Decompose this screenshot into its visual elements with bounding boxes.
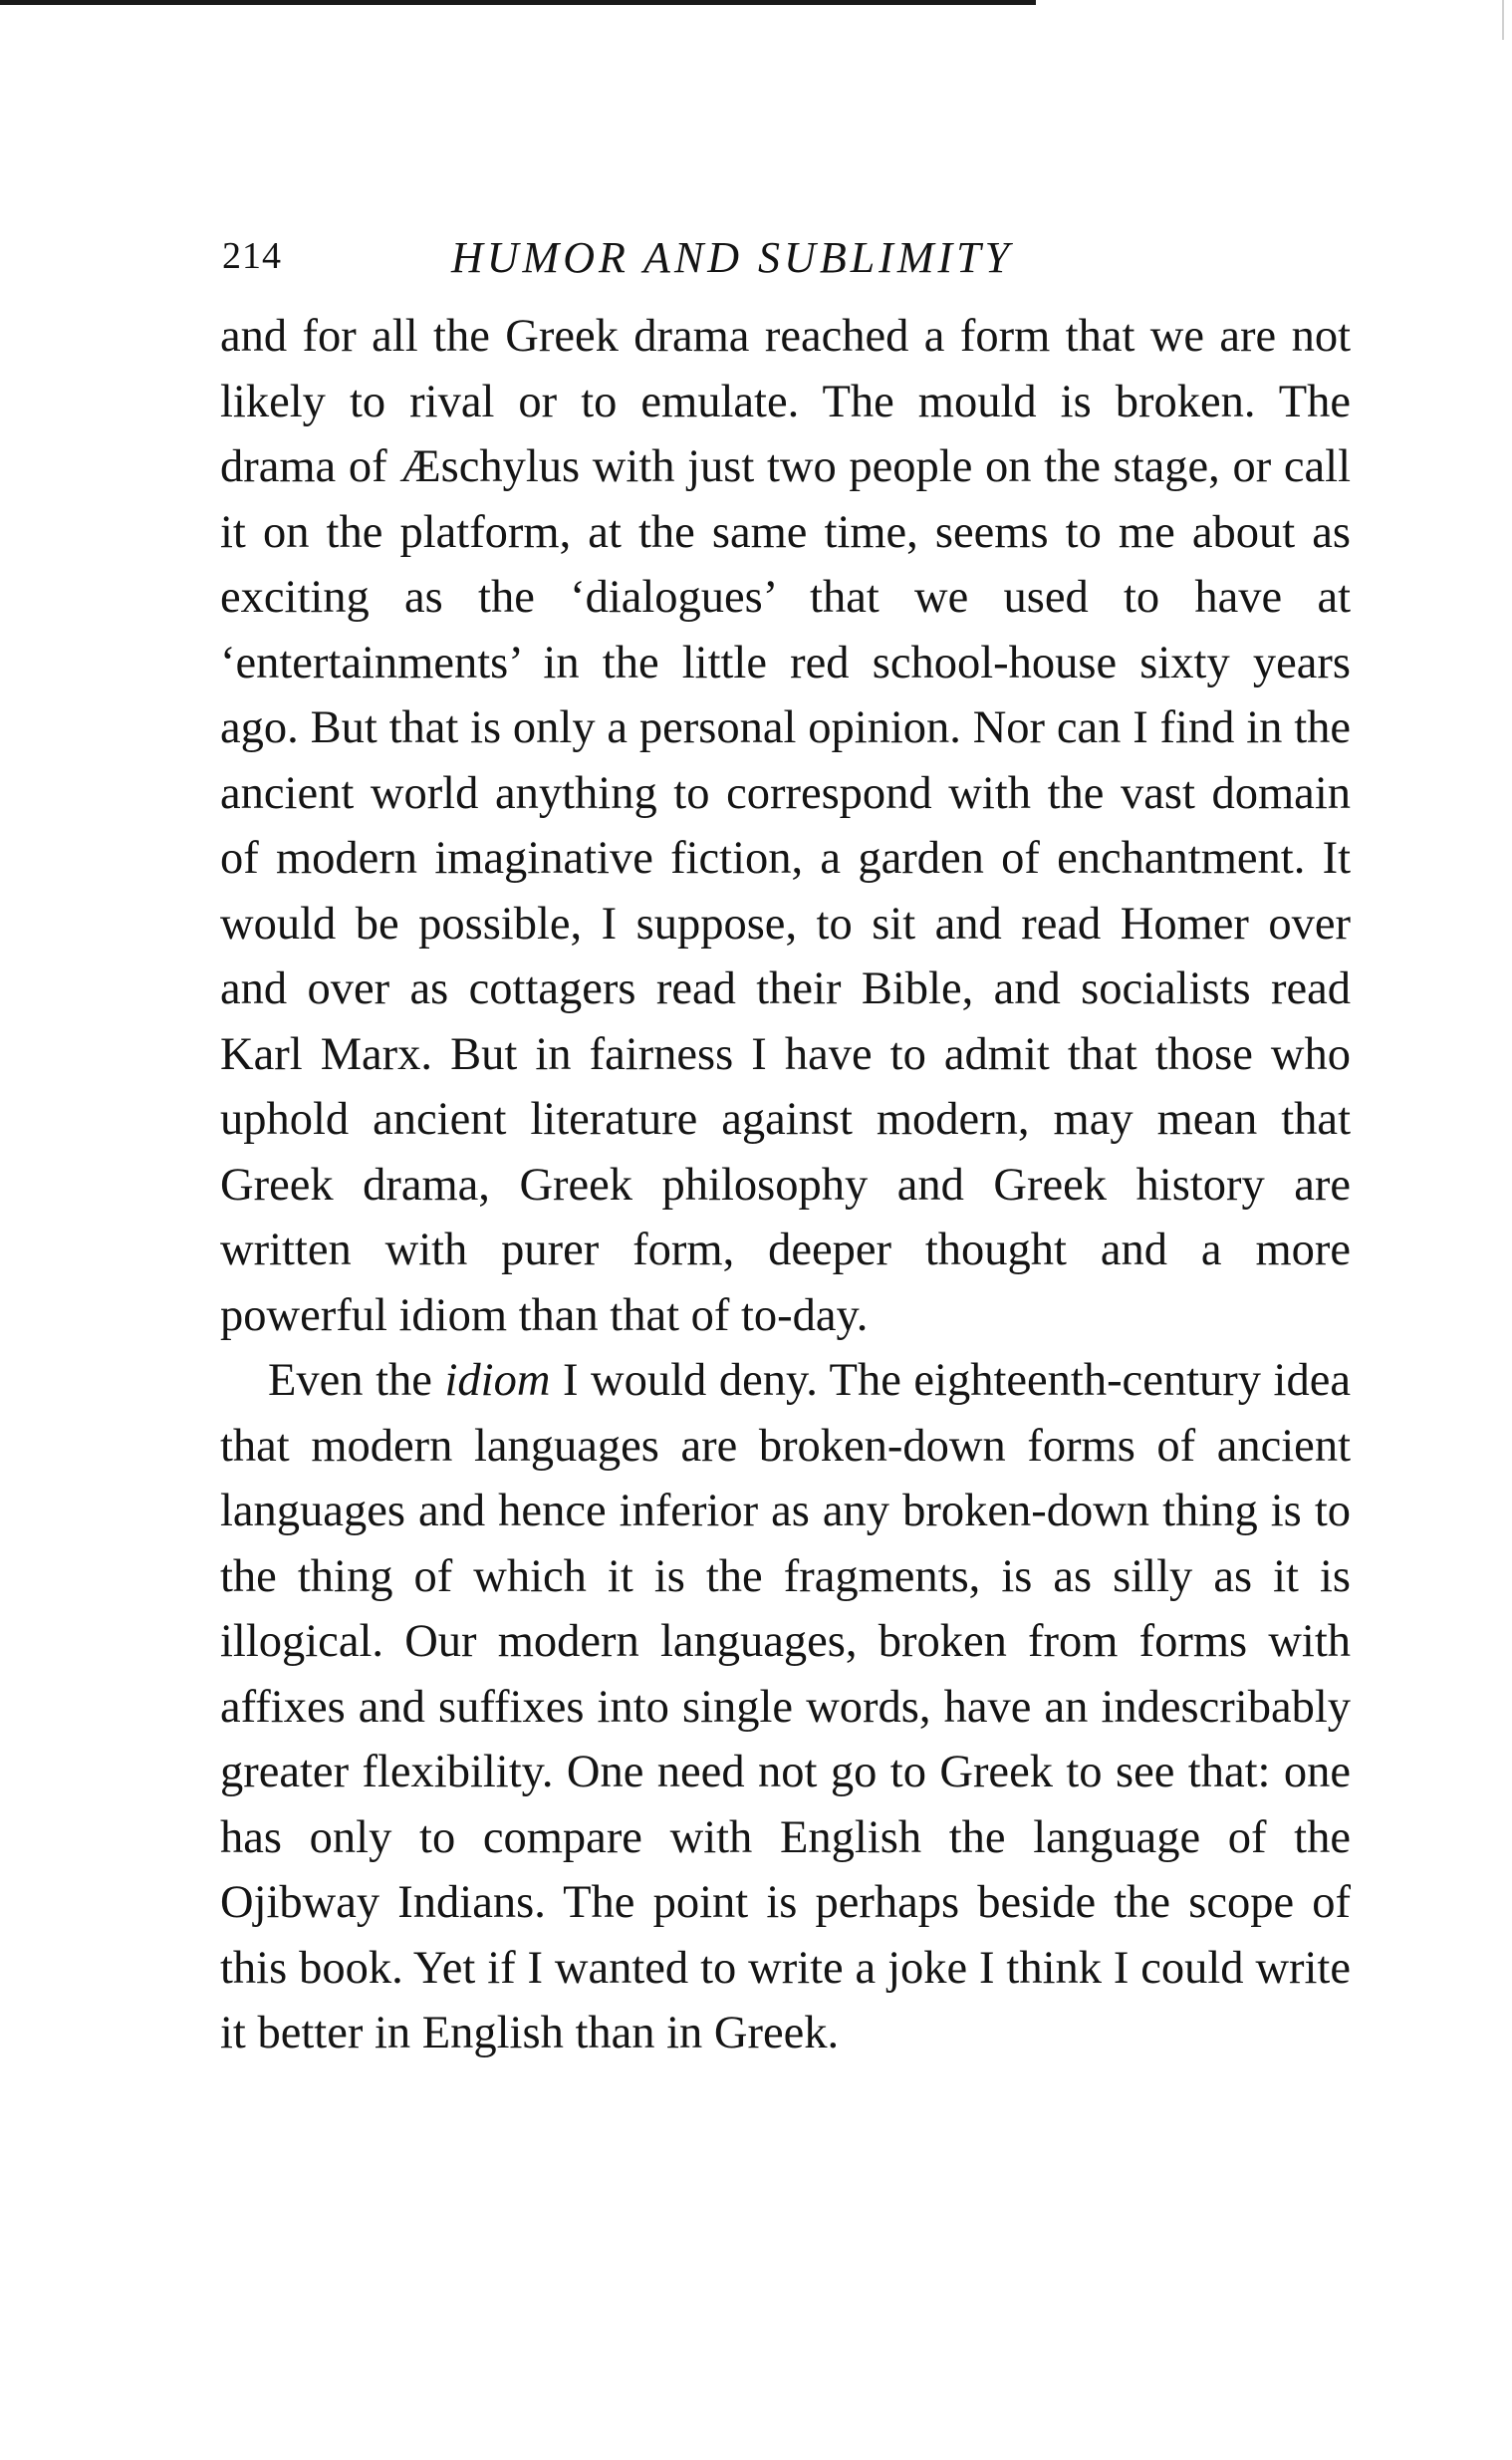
running-title: HUMOR AND SUBLIMITY bbox=[451, 233, 1014, 282]
page-number: 214 bbox=[222, 235, 282, 277]
book-page bbox=[220, 204, 1351, 2066]
paragraph-2-lead: Even the bbox=[268, 1355, 432, 1406]
top-scan-rule bbox=[0, 0, 1036, 5]
paragraph-1: and for all the Greek drama reached a form that we are not likely to rival or to emulate. The mould is broken. The drama of Æschylus with just two people on the stage, or call it on the platform, at the same time, seems to me about as exciting as the ‘dialogues’ that we used to have at ‘entertainments’ in the little red school-house sixty years ago. But that is only a personal opinion. Nor can I find in the ancient world anything to correspond with the vast domain of modern imaginative fiction, a garden of enchantment. It would be possible, I suppose, to sit and read Homer over and over as cottagers read their Bible, and socialists read Karl Marx. But in fairness I have to admit that those who uphold ancient literature against modern, may mean that Greek drama, Greek philosophy and Greek history are written with purer form, deeper thought and a more powerful idiom than that of to-day. bbox=[220, 311, 1351, 1341]
paragraph-2 bbox=[220, 1348, 1351, 2066]
body-text bbox=[220, 304, 1351, 2066]
running-head bbox=[220, 204, 1351, 304]
paragraph-2-rest: I would deny. The eighteenth-century idea that modern languages are broken-down forms of ancient languages and hence inferior as any broken-down thing is to the thing of which it is the fragments, is as silly as it is illogical. Our modern languages, broken from forms with affixes and suffixes into single words, have an indescribably greater flexibility. One need not go to Greek to see that: one has only to compare with English the language of the Ojibway Indians. The point is perhaps beside the scope of this book. Yet if I wanted to write a joke I think I could write it better in English than in Greek. bbox=[220, 1355, 1351, 2058]
paragraph-2-emphasis: idiom bbox=[444, 1355, 551, 1406]
edge-scan-mark bbox=[1502, 0, 1504, 40]
